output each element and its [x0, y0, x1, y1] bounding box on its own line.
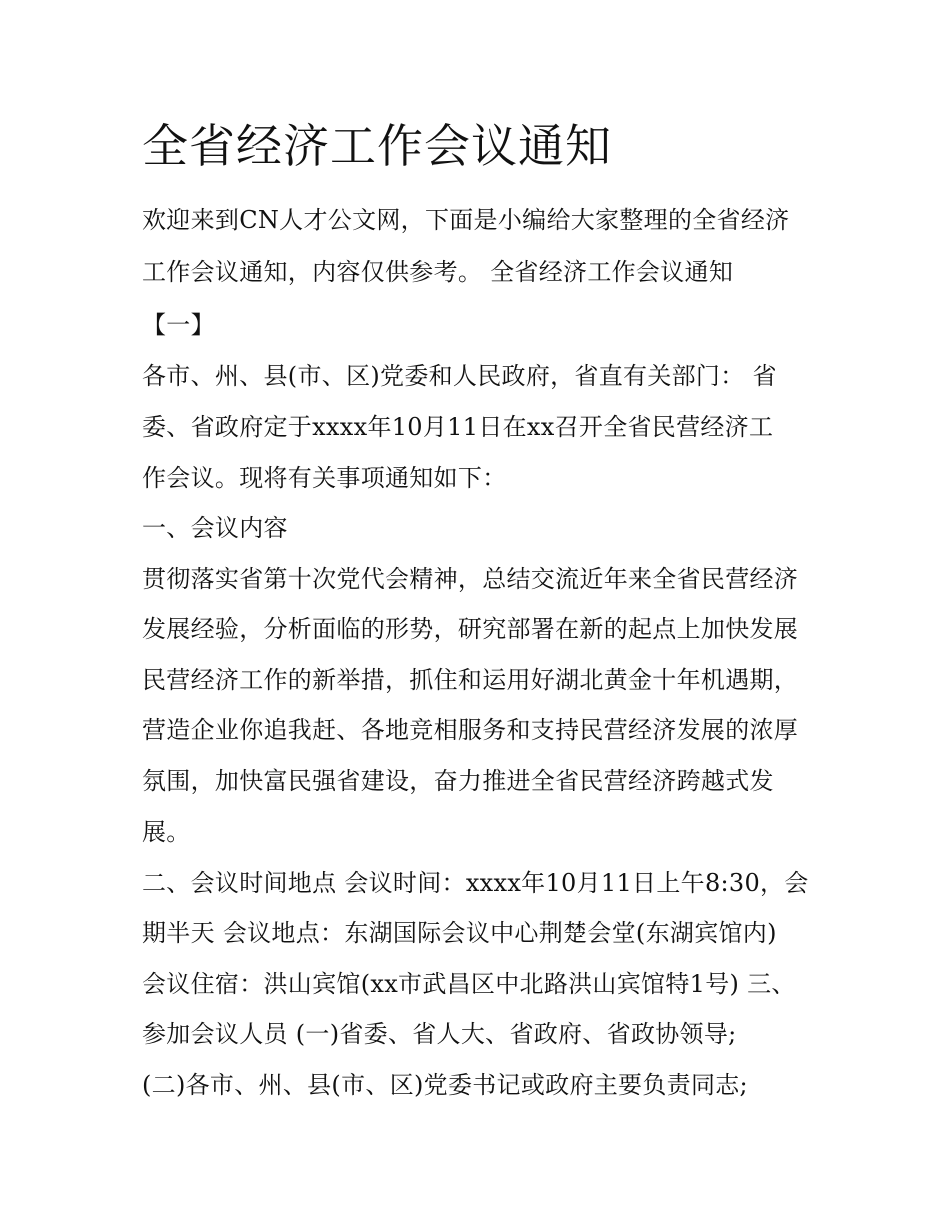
paragraph-line: (二)各市、州、县(市、区)党委书记或政府主要负责同志;: [142, 1071, 748, 1099]
document-title: 全省经济工作会议通知: [142, 119, 612, 173]
paragraph-line: 会议住宿：洪山宾馆(xx市武昌区中北路洪山宾馆特1号) 三、: [142, 970, 796, 998]
paragraph-line: 发展经验，分析面临的形势，研究部署在新的起点上加快发展: [142, 615, 799, 643]
paragraph-line: 工作会议通知，内容仅供参考。 全省经济工作会议通知: [142, 258, 734, 286]
paragraph-line: 委、省政府定于xxxx年10月11日在xx召开全省民营经济工: [142, 413, 774, 441]
section-marker: 【一】: [142, 311, 215, 339]
paragraph-line: 欢迎来到CN人才公文网，下面是小编给大家整理的全省经济: [142, 206, 790, 234]
paragraph-line: 参加会议人员 (一)省委、省人大、省政府、省政协领导;: [142, 1020, 737, 1048]
paragraph-line: 营造企业你追我赶、各地竞相服务和支持民营经济发展的浓厚: [142, 716, 799, 744]
paragraph-line: 氛围，加快富民强省建设，奋力推进全省民营经济跨越式发: [142, 767, 774, 795]
section-heading: 一、会议内容: [142, 514, 288, 542]
paragraph-line: 展。: [142, 818, 191, 846]
paragraph-line: 期半天 会议地点：东湖国际会议中心荆楚会堂(东湖宾馆内): [142, 919, 777, 947]
paragraph-line: 二、会议时间地点 会议时间：xxxx年10月11日上午8:30，会: [142, 869, 809, 897]
paragraph-line: 作会议。现将有关事项通知如下：: [142, 464, 507, 492]
paragraph-line: 各市、州、县(市、区)党委和人民政府，省直有关部门： 省: [142, 362, 777, 390]
paragraph-line: 贯彻落实省第十次党代会精神，总结交流近年来全省民营经济: [142, 565, 799, 593]
paragraph-line: 民营经济工作的新举措，抓住和运用好湖北黄金十年机遇期，: [142, 666, 799, 694]
